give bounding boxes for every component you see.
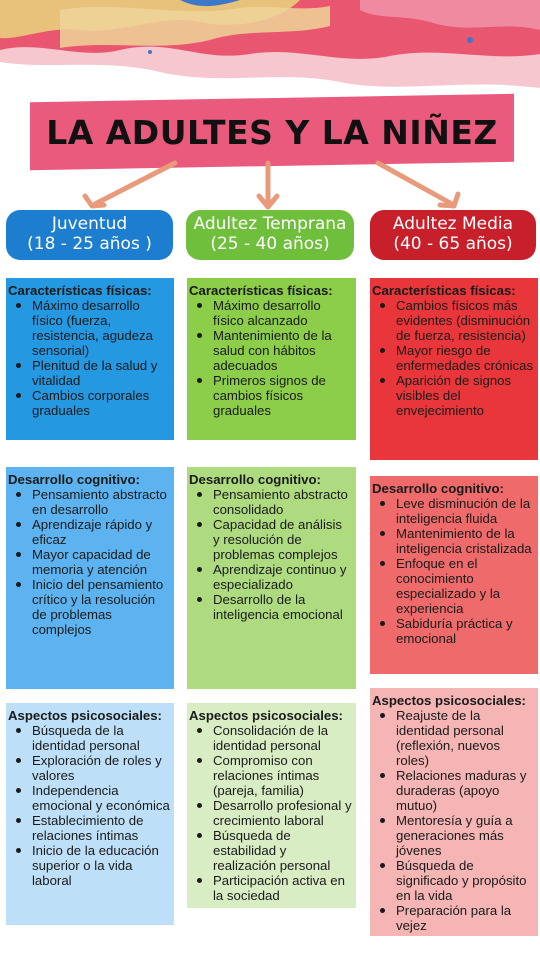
list-item: Mayor capacidad de memoria y atención bbox=[12, 547, 170, 577]
section-heading: Aspectos psicosociales: bbox=[8, 708, 162, 723]
list-item: Mayor riesgo de enfermedades crónicas bbox=[376, 343, 534, 373]
temprana-cognitivo-box bbox=[187, 467, 356, 689]
stage-header-juventud bbox=[6, 210, 173, 260]
list-item: Capacidad de análisis y resolución de problemas complejos bbox=[193, 517, 352, 562]
stage-range: (25 - 40 años) bbox=[210, 234, 330, 254]
juventud-fisicas-box bbox=[6, 278, 174, 440]
list-item: Mantenimiento de la inteligencia cristalizada bbox=[376, 526, 534, 556]
stage-name: Juventud bbox=[51, 214, 128, 234]
media-fisicas-box bbox=[370, 278, 538, 460]
list-item: Primeros signos de cambios físicos graduales bbox=[193, 373, 352, 418]
list-item: Cambios físicos más evidentes (disminución de fuerza, resistencia) bbox=[376, 298, 534, 343]
list-item: Aprendizaje rápido y eficaz bbox=[12, 517, 170, 547]
list-item: Sabiduría práctica y emocional bbox=[376, 616, 534, 646]
list-item: Plenitud de la salud y vitalidad bbox=[12, 358, 170, 388]
stage-header-adultez-media bbox=[370, 210, 536, 260]
stage-name: Adultez Media bbox=[392, 214, 514, 234]
list-item: Desarrollo profesional y crecimiento laboral bbox=[193, 798, 352, 828]
arrow-media bbox=[378, 163, 452, 204]
stage-name: Adultez Temprana bbox=[193, 214, 347, 234]
list-item: Búsqueda de la identidad personal bbox=[12, 723, 170, 753]
arrow-juventud bbox=[95, 163, 175, 204]
list-item: Inicio del pensamiento crítico y la resolución de problemas complejos bbox=[12, 577, 170, 637]
list-item: Búsqueda de significado y propósito en la vida bbox=[376, 858, 534, 903]
list-item: Reajuste de la identidad personal (reflexión, nuevos roles) bbox=[376, 708, 534, 768]
list-item: Inicio de la educación superior o la vida laboral bbox=[12, 843, 170, 888]
section-heading: Desarrollo cognitivo: bbox=[189, 472, 321, 487]
stage-header-adultez-temprana bbox=[186, 210, 354, 260]
list-item: Desarrollo de la inteligencia emocional bbox=[193, 592, 352, 622]
list-item: Establecimiento de relaciones íntimas bbox=[12, 813, 170, 843]
list-item: Pensamiento abstracto en desarrollo bbox=[12, 487, 170, 517]
section-heading: Características físicas: bbox=[8, 283, 152, 298]
list-item: Mantenimiento de la salud con hábitos adecuados bbox=[193, 328, 352, 373]
list-item: Independencia emocional y económica bbox=[12, 783, 170, 813]
juventud-psicosociales-box bbox=[6, 703, 174, 925]
list-item: Exploración de roles y valores bbox=[12, 753, 170, 783]
page-title: LA ADULTES Y LA NIÑEZ bbox=[46, 112, 498, 152]
stage-range: (40 - 65 años) bbox=[393, 234, 513, 254]
marble-header-decoration bbox=[0, 0, 540, 100]
section-heading: Aspectos psicosociales: bbox=[189, 708, 343, 723]
media-cognitivo-box bbox=[370, 476, 538, 674]
temprana-fisicas-box bbox=[187, 278, 356, 440]
list-item: Máximo desarrollo físico alcanzado bbox=[193, 298, 352, 328]
list-item: Participación activa en la sociedad bbox=[193, 873, 352, 903]
list-item: Preparación para la vejez bbox=[376, 903, 534, 933]
section-heading: Desarrollo cognitivo: bbox=[8, 472, 140, 487]
list-item: Enfoque en el conocimiento especializado y la experiencia bbox=[376, 556, 534, 616]
section-heading: Características físicas: bbox=[372, 283, 516, 298]
list-item: Búsqueda de estabilidad y realización personal bbox=[193, 828, 352, 873]
section-heading: Desarrollo cognitivo: bbox=[372, 481, 504, 496]
list-item: Máximo desarrollo físico (fuerza, resistencia, agudeza sensorial) bbox=[12, 298, 170, 358]
list-item: Leve disminución de la inteligencia fluida bbox=[376, 496, 534, 526]
section-heading: Aspectos psicosociales: bbox=[372, 693, 526, 708]
list-item: Relaciones maduras y duraderas (apoyo mutuo) bbox=[376, 768, 534, 813]
list-item: Mentoresía y guía a generaciones más jóvenes bbox=[376, 813, 534, 858]
list-item: Aprendizaje continuo y especializado bbox=[193, 562, 352, 592]
list-item: Pensamiento abstracto consolidado bbox=[193, 487, 352, 517]
list-item: Consolidación de la identidad personal bbox=[193, 723, 352, 753]
list-item: Cambios corporales graduales bbox=[12, 388, 170, 418]
media-psicosociales-box bbox=[370, 688, 538, 936]
stage-range: (18 - 25 años ) bbox=[27, 234, 152, 254]
juventud-cognitivo-box bbox=[6, 467, 174, 689]
list-item: Aparición de signos visibles del envejecimiento bbox=[376, 373, 534, 418]
section-heading: Características físicas: bbox=[189, 283, 333, 298]
temprana-psicosociales-box bbox=[187, 703, 356, 908]
list-item: Compromiso con relaciones íntimas (pareja, familia) bbox=[193, 753, 352, 798]
